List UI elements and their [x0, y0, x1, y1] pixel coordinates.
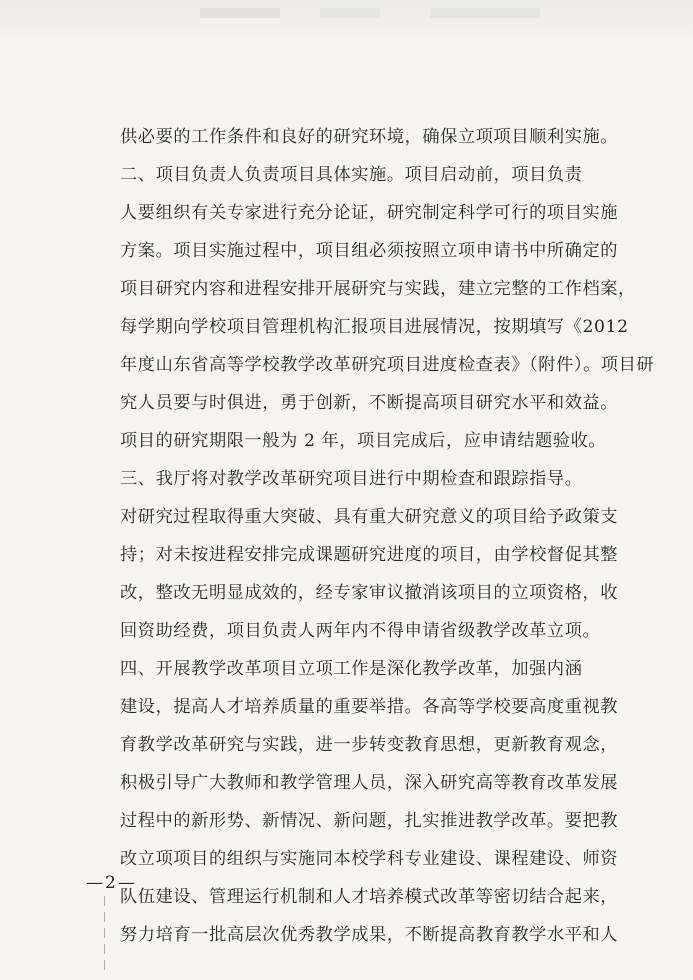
scan-artifact [200, 8, 280, 18]
text-line: 改立项项目的组织与实施同本校学科专业建设、课程建设、师资 [120, 849, 619, 869]
text-line: 改，整改无明显成效的，经专家审议撤消该项目的立项资格，收 [120, 583, 619, 603]
text-line: 供必要的工作条件和良好的研究环境，确保立项项目顺利实施。 [120, 127, 619, 147]
text-line: 持；对未按进程安排完成课题研究进度的项目，由学校督促其整 [120, 545, 619, 565]
page-number: —2— [86, 873, 137, 893]
text-line: 队伍建设、管理运行机制和人才培养模式改革等密切结合起来， [120, 887, 619, 907]
text-line: 每学期向学校项目管理机构汇报项目进展情况，按期填写《2012 [120, 317, 629, 337]
text-line: 回资助经费，项目负责人两年内不得申请省级教学改革立项。 [120, 621, 601, 641]
text-line: 二、项目负责人负责项目具体实施。项目启动前，项目负责 [120, 165, 583, 185]
text-line: 建设，提高人才培养质量的重要举措。各高等学校要高度重视教 [120, 697, 619, 717]
text-line: 过程中的新形势、新情况、新问题，扎实推进教学改革。要把教 [120, 811, 619, 831]
text-line: 方案。项目实施过程中，项目组必须按照立项申请书中所确定的 [120, 241, 619, 261]
text-line: 人要组织有关专家进行充分论证，研究制定科学可行的项目实施 [120, 203, 619, 223]
text-line: 育教学改革研究与实践，进一步转变教育思想，更新教育观念， [120, 735, 619, 755]
text-line: 年度山东省高等学校教学改革研究项目进度检查表》（附件）。项目研 [120, 355, 655, 375]
text-line: 四、开展教学改革项目立项工作是深化教学改革，加强内涵 [120, 659, 583, 679]
text-line: 项目研究内容和进程安排开展研究与实践，建立完整的工作档案， [120, 279, 636, 299]
text-line: 项目的研究期限一般为 2 年，项目完成后，应申请结题验收。 [120, 431, 607, 451]
text-line: 积极引导广大教师和教学管理人员，深入研究高等教育改革发展 [120, 773, 619, 793]
scan-artifact [320, 8, 380, 18]
text-line: 对研究过程取得重大突破、具有重大研究意义的项目给予政策支 [120, 507, 619, 527]
binding-marks [96, 896, 112, 976]
scan-artifact [430, 8, 540, 18]
text-line: 三、我厅将对教学改革研究项目进行中期检查和跟踪指导。 [120, 469, 583, 489]
text-line: 努力培育一批高层次优秀教学成果，不断提高教育教学水平和人 [120, 925, 619, 945]
text-line: 究人员要与时俱进，勇于创新，不断提高项目研究水平和效益。 [120, 393, 619, 413]
